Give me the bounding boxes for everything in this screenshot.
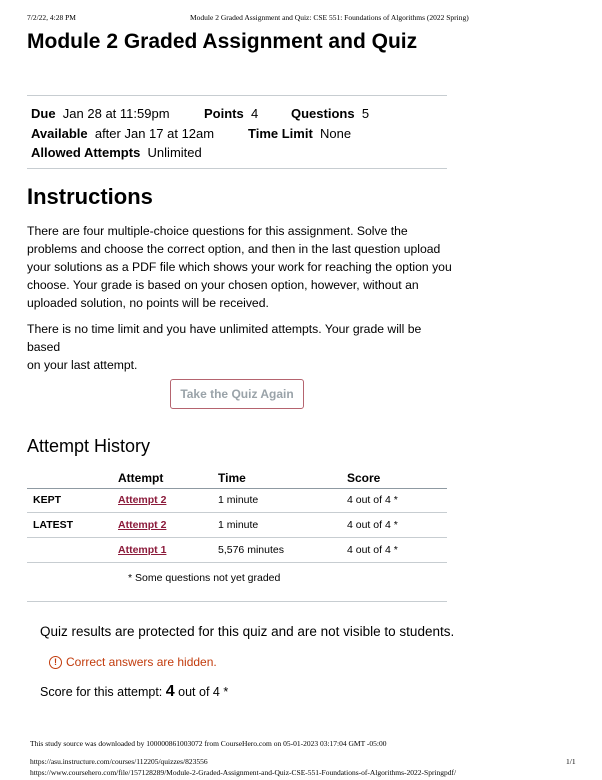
attempt-time: 1 minute [218, 519, 259, 531]
attempt-2-link[interactable]: Attempt 2 [118, 494, 167, 506]
instruction-line: There is no time limit and you have unlimited attempts. Your grade will be based [27, 322, 422, 354]
attempt-2-link[interactable]: Attempt 2 [118, 519, 167, 531]
score-suffix: out of 4 * [178, 685, 229, 699]
print-date: 7/2/22, 4:28 PM [27, 13, 76, 22]
answers-hidden-notice [49, 655, 217, 669]
table-row-divider [27, 537, 447, 538]
source-url: https://www.coursehero.com/file/157128289/Module-2-Graded-Assignment-and-Quiz-CSE-551-Foundations-of-Algorithms-2022-Springpdf/ [30, 768, 457, 777]
instruction-line: uploaded solution, no points will be received. [27, 296, 269, 310]
points-info [204, 106, 258, 121]
available-info [31, 126, 214, 141]
download-note: This study source was downloaded by 100000861003072 from CourseHero.com on 05-01-2023 03:17:04 GMT -05:00 [30, 739, 387, 748]
attempt-history-heading: Attempt History [27, 436, 151, 456]
points-value: 4 [250, 106, 259, 121]
take-quiz-again-button[interactable]: Take the Quiz Again [170, 379, 304, 409]
instruction-line: on your last attempt. [27, 358, 138, 372]
points-label: Points [204, 106, 244, 121]
column-header-attempt: Attempt [118, 471, 164, 485]
instructions-heading: Instructions [27, 184, 153, 209]
instructions-paragraph-2 [27, 320, 452, 374]
instruction-line: your solutions as a PDF file which shows your work for reaching the option you [27, 260, 452, 274]
divider [27, 168, 447, 169]
questions-info [291, 106, 369, 121]
attempt-time: 1 minute [218, 494, 259, 506]
instruction-line: There are four multiple-choice questions for this assignment. Solve the [27, 224, 408, 238]
available-label: Available [31, 126, 88, 141]
time-limit-value: None [320, 126, 352, 141]
allowed-attempts-info [31, 145, 202, 160]
row-label-kept: KEPT [33, 494, 62, 506]
time-limit-info [248, 126, 351, 141]
attempt-time: 5,576 minutes [218, 544, 284, 556]
attempt-score: 4 out of 4 * [347, 544, 398, 556]
column-header-score: Score [347, 471, 381, 485]
warning-icon: ! [49, 656, 62, 669]
due-value: Jan 28 at 11:59pm [62, 106, 170, 121]
instruction-line: choose. Your grade is based on your chosen option, however, without an [27, 278, 419, 292]
attempt-score-summary [40, 683, 228, 701]
instruction-line: problems and choose the correct option, and then in the last question upload [27, 242, 441, 256]
instructions-paragraph-1 [27, 222, 452, 312]
column-header-time: Time [218, 471, 246, 485]
attempt-score: 4 out of 4 * [347, 519, 398, 531]
page-url: https://asu.instructure.com/courses/112205/quizzes/823556 [30, 757, 208, 766]
questions-label: Questions [291, 106, 355, 121]
table-row-divider [27, 562, 447, 563]
page-title: Module 2 Graded Assignment and Quiz [27, 30, 418, 53]
table-row-divider [27, 512, 447, 513]
divider [27, 95, 447, 96]
attempt-1-link[interactable]: Attempt 1 [118, 544, 167, 556]
allowed-attempts-value: Unlimited [147, 145, 202, 160]
questions-value: 5 [361, 106, 370, 121]
results-protected-message: Quiz results are protected for this quiz and are not visible to students. [40, 624, 455, 639]
score-prefix: Score for this attempt: [40, 685, 163, 699]
page-number: 1/1 [566, 757, 576, 766]
due-info [31, 106, 170, 121]
grading-note: * Some questions not yet graded [128, 572, 281, 584]
row-label-latest: LATEST [33, 519, 74, 531]
attempt-score: 4 out of 4 * [347, 494, 398, 506]
available-value: after Jan 17 at 12am [94, 126, 215, 141]
table-header-divider [27, 488, 447, 489]
allowed-attempts-label: Allowed Attempts [31, 145, 141, 160]
time-limit-label: Time Limit [248, 126, 313, 141]
answers-hidden-text: Correct answers are hidden. [66, 655, 217, 669]
score-value: 4 [165, 683, 175, 700]
due-label: Due [31, 106, 56, 121]
print-header-title: Module 2 Graded Assignment and Quiz: CSE 551: Foundations of Algorithms (2022 Spring) [190, 13, 469, 22]
divider [27, 601, 447, 602]
